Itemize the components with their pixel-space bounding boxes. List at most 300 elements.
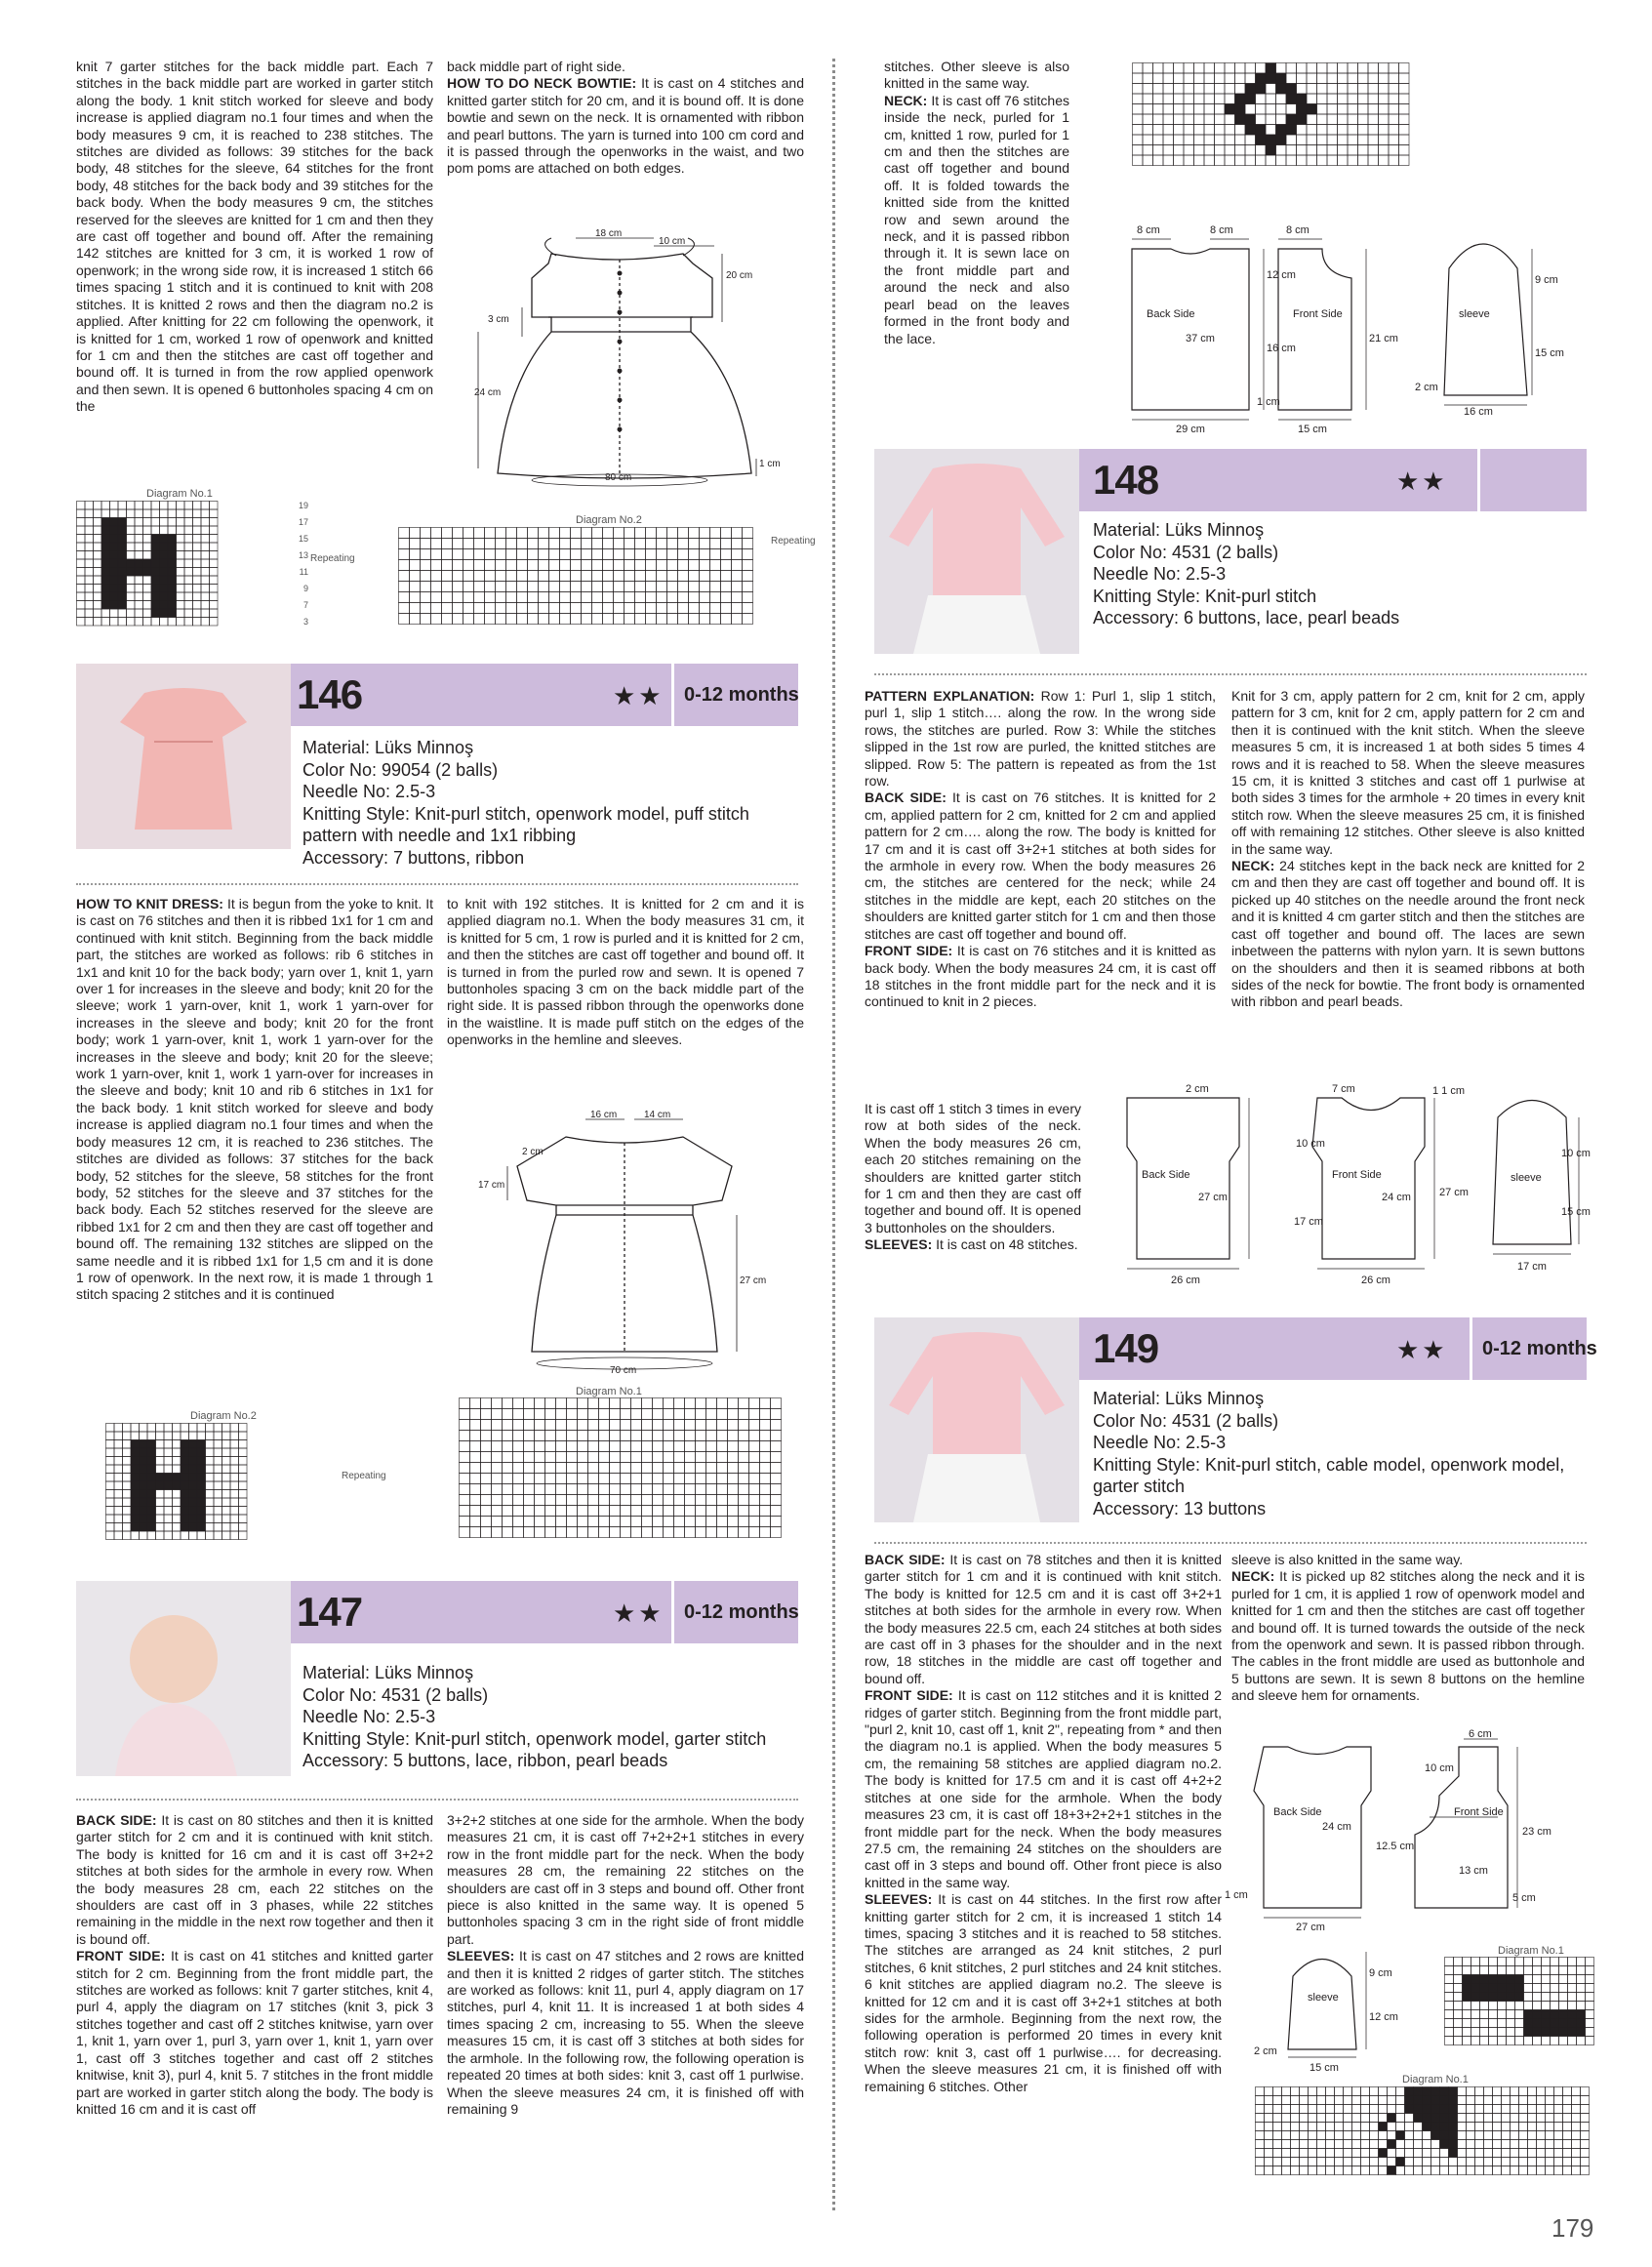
chart-cell bbox=[151, 618, 160, 627]
chart-cell bbox=[524, 1517, 535, 1527]
chart-cell bbox=[1286, 94, 1297, 104]
chart-cell bbox=[1235, 73, 1246, 84]
chart-cell bbox=[85, 601, 94, 610]
chart-cell bbox=[1471, 1975, 1480, 1984]
chart-cell bbox=[201, 509, 210, 518]
chart-cell bbox=[1489, 2037, 1498, 2045]
chart-cell bbox=[485, 614, 496, 625]
s149-27: 27 cm bbox=[1296, 1922, 1325, 1932]
chart-cell bbox=[151, 609, 160, 618]
chart-cell bbox=[1286, 125, 1297, 136]
chart-cell bbox=[1344, 2131, 1352, 2140]
chart-cell bbox=[184, 618, 193, 627]
chart-cell bbox=[1256, 2149, 1265, 2158]
chart-cell bbox=[222, 1440, 231, 1449]
chart-cell bbox=[653, 1409, 664, 1420]
chart-cell bbox=[94, 559, 102, 568]
chart-cell bbox=[193, 502, 202, 510]
diag2-146-title: Diagram No.2 bbox=[190, 1410, 257, 1422]
chart-cell bbox=[539, 528, 549, 539]
chart-cell bbox=[156, 1474, 165, 1482]
chart-cell bbox=[642, 1420, 653, 1431]
chart-cell bbox=[1163, 73, 1174, 84]
chart-cell bbox=[147, 1498, 156, 1507]
chart-cell bbox=[503, 1506, 513, 1517]
materials-148 bbox=[1093, 519, 1399, 629]
s148-11: 1 1 cm bbox=[1432, 1085, 1466, 1097]
chart-cell bbox=[1388, 2158, 1396, 2166]
body-146-col2: to knit with 192 stitches. It is knitted for 2 cm and it is applied diagram no.1. When the body measures 31 cm, it is knitted for 5 cm, 1 row is purled and it is knitted for 2 cm, and then the stitches are cast off together and bound off. It is turned in from the purled row and sewn. It is opened 7 buttonholes spacing 3 cm on the back middle part of the right side. It is passed ribbon through the openworks done in the waistline. It is made puff stitch on the edges of the openworks in the hemline and sleeves. bbox=[447, 896, 804, 1048]
chart-cell bbox=[481, 1474, 492, 1484]
chart-cell bbox=[210, 618, 219, 627]
chart-cell bbox=[206, 1523, 215, 1532]
chart-cell bbox=[1335, 2087, 1344, 2096]
chart-cell bbox=[77, 551, 86, 560]
chart-cell bbox=[674, 1484, 685, 1495]
chart-cell bbox=[470, 1431, 481, 1441]
chart-cell bbox=[1163, 114, 1174, 125]
chart-cell bbox=[143, 601, 152, 610]
chart-cell bbox=[160, 609, 169, 618]
front-heading-147: FRONT SIDE: bbox=[76, 1948, 166, 1964]
chart-cell bbox=[1317, 135, 1328, 145]
chart-cell bbox=[582, 571, 592, 582]
chart-cell bbox=[1524, 2010, 1533, 2019]
chart-cell bbox=[1286, 84, 1297, 95]
chart-cell bbox=[1551, 2037, 1559, 2045]
chart-cell bbox=[106, 1474, 115, 1482]
chart-cell bbox=[614, 528, 625, 539]
chart-cell bbox=[222, 1531, 231, 1540]
chart-cell bbox=[410, 539, 421, 549]
chart-cell bbox=[470, 1409, 481, 1420]
chart-cell bbox=[642, 1463, 653, 1474]
chart-cell bbox=[197, 1515, 206, 1523]
chart-cell bbox=[127, 526, 136, 535]
chart-cell bbox=[739, 1398, 749, 1409]
chart-cell bbox=[1291, 2149, 1300, 2158]
chart-cell bbox=[1440, 2114, 1449, 2123]
chart-cell bbox=[160, 526, 169, 535]
chart-cell bbox=[239, 1523, 248, 1532]
chart-cell bbox=[696, 1441, 706, 1452]
chart-cell bbox=[571, 592, 582, 603]
chart-cell bbox=[189, 1481, 198, 1490]
chart-cell bbox=[571, 560, 582, 571]
chart-cell bbox=[94, 543, 102, 551]
chart-cell bbox=[700, 560, 710, 571]
chart-cell bbox=[1133, 155, 1144, 166]
chart-cell bbox=[164, 1424, 173, 1433]
chart-cell bbox=[728, 1463, 739, 1474]
chart-cell bbox=[1475, 2123, 1484, 2131]
chart-cell bbox=[1493, 2123, 1502, 2131]
chart-cell bbox=[517, 582, 528, 592]
chart-cell bbox=[1396, 2114, 1405, 2123]
chart-cell bbox=[1524, 1993, 1533, 2002]
chart-cell bbox=[1559, 2037, 1568, 2045]
chart-cell bbox=[743, 539, 753, 549]
schema-12: 12 cm bbox=[1267, 269, 1296, 281]
chart-cell bbox=[101, 568, 110, 577]
chart-cell bbox=[1327, 125, 1338, 136]
material-149: Material: Lüks Minnoş bbox=[1093, 1389, 1265, 1408]
chart-cell bbox=[197, 1523, 206, 1532]
pattern-148: Row 1: Purl 1, slip 1 stitch, purl 1, slip 1 stitch…. along the row. In the wrong side rows, the stitches are purled. Row 3: While the stitches slipped in the 1st row are purled, the knitted stitches are slipped. Row 5: The pattern is repeated as from the 1st row. bbox=[865, 688, 1217, 789]
chart-cell bbox=[147, 1490, 156, 1499]
chart-cell bbox=[1493, 2149, 1502, 2158]
chart-cell bbox=[696, 1495, 706, 1506]
chart-cell bbox=[114, 1481, 123, 1490]
chart-cell bbox=[110, 592, 119, 601]
chart-cell bbox=[653, 1398, 664, 1409]
chart-cell bbox=[599, 1474, 610, 1484]
chart-cell bbox=[743, 614, 753, 625]
chart-cell bbox=[496, 560, 506, 571]
chart-cell bbox=[567, 1441, 578, 1452]
chart-cell bbox=[410, 549, 421, 560]
chart-cell bbox=[110, 518, 119, 527]
chart-cell bbox=[214, 1507, 222, 1516]
chart-cell bbox=[771, 1431, 782, 1441]
chart-cell bbox=[127, 559, 136, 568]
chart-cell bbox=[160, 601, 169, 610]
chart-cell bbox=[193, 543, 202, 551]
chart-cell bbox=[481, 1409, 492, 1420]
chart-cell bbox=[610, 1474, 621, 1484]
chart-cell bbox=[1163, 63, 1174, 74]
diag1b-149-title: Diagram No.1 bbox=[1402, 2074, 1469, 2085]
chart-cell bbox=[118, 509, 127, 518]
chart-cell bbox=[173, 1490, 181, 1499]
chart-cell bbox=[1551, 2028, 1559, 2037]
chart-cell bbox=[135, 618, 143, 627]
chart-cell bbox=[1215, 84, 1226, 95]
chart-cell bbox=[603, 614, 614, 625]
chart-cell bbox=[1245, 135, 1256, 145]
chart-cell bbox=[771, 1506, 782, 1517]
chart-cell bbox=[173, 1474, 181, 1482]
chart-cell bbox=[470, 1420, 481, 1431]
chart-cell bbox=[667, 539, 678, 549]
chart-cell bbox=[470, 1452, 481, 1463]
chart-cell bbox=[177, 559, 185, 568]
chart-cell bbox=[1471, 1958, 1480, 1966]
chart-cell bbox=[721, 603, 732, 614]
pattern-number-149: 149 bbox=[1093, 1325, 1159, 1371]
chart-cell bbox=[1291, 2131, 1300, 2140]
chart-cell bbox=[549, 592, 560, 603]
chart-cell bbox=[1388, 2087, 1396, 2096]
chart-cell bbox=[118, 559, 127, 568]
chart-cell bbox=[184, 585, 193, 593]
chart-cell bbox=[1475, 2158, 1484, 2166]
chart-cell bbox=[94, 551, 102, 560]
chart-cell bbox=[1458, 2140, 1467, 2149]
chart-cell bbox=[230, 1498, 239, 1507]
chart-cell bbox=[127, 618, 136, 627]
chart-cell bbox=[582, 592, 592, 603]
chart-cell bbox=[110, 543, 119, 551]
chart-cell bbox=[1273, 2131, 1282, 2140]
chart-cell bbox=[481, 1463, 492, 1474]
chart-cell bbox=[1307, 94, 1317, 104]
chart-cell bbox=[127, 601, 136, 610]
chart-cell bbox=[1317, 63, 1328, 74]
chart-cell bbox=[1326, 2166, 1335, 2175]
chart-cell bbox=[1225, 135, 1235, 145]
chart-cell bbox=[1511, 2158, 1519, 2166]
chart-cell bbox=[410, 582, 421, 592]
chart-cell bbox=[85, 559, 94, 568]
chart-cell bbox=[1480, 2019, 1489, 2028]
chart-cell bbox=[210, 509, 219, 518]
chart-cell bbox=[646, 603, 657, 614]
chart-cell bbox=[1184, 145, 1194, 156]
chart-cell bbox=[123, 1424, 132, 1433]
chart-cell bbox=[578, 1409, 588, 1420]
chart-cell bbox=[556, 1452, 567, 1463]
chart-cell bbox=[110, 576, 119, 585]
chart-cell bbox=[210, 502, 219, 510]
style-146-b: pattern with needle and 1x1 ribbing bbox=[302, 826, 577, 845]
age-149: 0-12 months bbox=[1470, 1317, 1599, 1380]
chart-cell bbox=[771, 1409, 782, 1420]
chart-cell bbox=[721, 582, 732, 592]
chart-cell bbox=[599, 1398, 610, 1409]
chart-cell bbox=[1265, 2149, 1273, 2158]
chart-cell bbox=[1528, 2140, 1537, 2149]
chart-cell bbox=[592, 571, 603, 582]
chart-cell bbox=[1368, 104, 1379, 115]
chart-cell bbox=[535, 1506, 545, 1517]
chart-cell bbox=[1581, 2131, 1590, 2140]
chart-cell bbox=[189, 1457, 198, 1466]
needle-148: Needle No: 2.5-3 bbox=[1093, 564, 1227, 584]
chart-cell bbox=[674, 1495, 685, 1506]
chart-cell bbox=[201, 618, 210, 627]
s148-sleeve: sleeve bbox=[1511, 1172, 1542, 1184]
chart-cell bbox=[101, 518, 110, 527]
chart-cell bbox=[164, 1515, 173, 1523]
chart-cell bbox=[168, 559, 177, 568]
chart-cell bbox=[1484, 2105, 1493, 2114]
chart-cell bbox=[578, 1484, 588, 1495]
chart-cell bbox=[151, 601, 160, 610]
chart-cell bbox=[706, 1527, 717, 1538]
chart-cell bbox=[1528, 2149, 1537, 2158]
chart-cell bbox=[667, 603, 678, 614]
needle-149: Needle No: 2.5-3 bbox=[1093, 1433, 1227, 1452]
chart-cell bbox=[1528, 2114, 1537, 2123]
chart-cell bbox=[1484, 2123, 1493, 2131]
chart-cell bbox=[214, 1531, 222, 1540]
chart-cell bbox=[1256, 2123, 1265, 2131]
chart-cell bbox=[1291, 2140, 1300, 2149]
chart-cell bbox=[1389, 84, 1399, 95]
chart-cell bbox=[421, 528, 431, 539]
chart-cell bbox=[1317, 125, 1328, 136]
chart-cell bbox=[664, 1398, 674, 1409]
chart-cell bbox=[177, 609, 185, 618]
schema-37: 37 cm bbox=[1186, 333, 1215, 344]
chart-cell bbox=[578, 1463, 588, 1474]
chart-cell bbox=[77, 518, 86, 527]
chart-cell bbox=[710, 614, 721, 625]
chart-cell bbox=[140, 1424, 148, 1433]
schema-front-label: Front Side bbox=[1293, 308, 1343, 320]
chart-cell bbox=[689, 549, 700, 560]
chart-cell bbox=[460, 1398, 470, 1409]
chart-cell bbox=[85, 543, 94, 551]
chart-cell bbox=[189, 1490, 198, 1499]
chart-cell bbox=[1586, 1993, 1594, 2002]
s148-front: Front Side bbox=[1332, 1169, 1382, 1181]
chart-cell bbox=[1327, 94, 1338, 104]
chart-cell bbox=[1194, 94, 1205, 104]
chart-cell bbox=[1265, 2158, 1273, 2166]
material-148: Material: Lüks Minnoş bbox=[1093, 520, 1265, 540]
chart-cell bbox=[151, 535, 160, 544]
chart-cell bbox=[549, 603, 560, 614]
chart-cell bbox=[496, 592, 506, 603]
chart-cell bbox=[506, 539, 517, 549]
chart-cell bbox=[635, 582, 646, 592]
chart-cell bbox=[1440, 2105, 1449, 2114]
chart-cell bbox=[1471, 1993, 1480, 2002]
chart-cell bbox=[1370, 2105, 1379, 2114]
chart-cell bbox=[571, 528, 582, 539]
chart-cell bbox=[1273, 2123, 1282, 2131]
chart-cell bbox=[710, 582, 721, 592]
chart-cell bbox=[528, 571, 539, 582]
chart-cell bbox=[524, 1463, 535, 1474]
chart-cell bbox=[1266, 63, 1276, 74]
chart-cell bbox=[1414, 2140, 1423, 2149]
chart-cell bbox=[210, 551, 219, 560]
chart-cell bbox=[1519, 2140, 1528, 2149]
chart-cell bbox=[222, 1507, 231, 1516]
text-146-col1 bbox=[76, 896, 433, 1304]
chart-cell bbox=[110, 559, 119, 568]
chart-cell bbox=[689, 528, 700, 539]
chart-cell bbox=[177, 509, 185, 518]
chart-cell bbox=[503, 1431, 513, 1441]
chart-cell bbox=[410, 614, 421, 625]
chart-cell bbox=[1368, 73, 1379, 84]
chart-cell bbox=[1396, 2105, 1405, 2114]
s148-7: 7 cm bbox=[1332, 1083, 1355, 1095]
chart-cell bbox=[106, 1523, 115, 1532]
chart-cell bbox=[1563, 2087, 1572, 2096]
chart-cell bbox=[1368, 94, 1379, 104]
chart-cell bbox=[1174, 63, 1185, 74]
chart-cell bbox=[545, 1452, 556, 1463]
chart-cell bbox=[1297, 73, 1308, 84]
chart-cell bbox=[1297, 135, 1308, 145]
chart-cell bbox=[442, 549, 453, 560]
chart-cell bbox=[1414, 2087, 1423, 2096]
chart-cell bbox=[1370, 2087, 1379, 2096]
chart-cell bbox=[599, 1420, 610, 1431]
chart-cell bbox=[631, 1495, 642, 1506]
chart-cell bbox=[1174, 73, 1185, 84]
chart-cell bbox=[567, 1527, 578, 1538]
chart-cell bbox=[140, 1457, 148, 1466]
chart-cell bbox=[1454, 1958, 1463, 1966]
chart-cell bbox=[535, 1463, 545, 1474]
chart-cell bbox=[431, 614, 442, 625]
chart-cell bbox=[706, 1431, 717, 1441]
chart-cell bbox=[646, 560, 657, 571]
chart-cell bbox=[749, 1452, 760, 1463]
chart-cell bbox=[657, 582, 667, 592]
chart-cell bbox=[1489, 1984, 1498, 1993]
chart-cell bbox=[667, 614, 678, 625]
chart-cell bbox=[1551, 1975, 1559, 1984]
chart-cell bbox=[214, 1515, 222, 1523]
chart-cell bbox=[642, 1484, 653, 1495]
chart-cell bbox=[1335, 2096, 1344, 2105]
chart-cell bbox=[214, 1481, 222, 1490]
chart-cell bbox=[1256, 104, 1267, 115]
chart-cell bbox=[1282, 2149, 1291, 2158]
front-148: It is cast on 76 stitches and it is knitted as back body. When the body measures 24 cm, it is cast off 18 stitches in the front middle part for the neck and it is continued to knit in 2 pieces. bbox=[865, 943, 1216, 1010]
chart-cell bbox=[664, 1441, 674, 1452]
chart-cell bbox=[685, 1474, 696, 1484]
chart-cell bbox=[197, 1481, 206, 1490]
chart-cell bbox=[1265, 2087, 1273, 2096]
chart-cell bbox=[664, 1484, 674, 1495]
chart-cell bbox=[517, 603, 528, 614]
chart-cell bbox=[1467, 2166, 1475, 2175]
chart-cell bbox=[1389, 73, 1399, 84]
chart-cell bbox=[743, 528, 753, 539]
chart-cell bbox=[621, 1527, 631, 1538]
chart-cell bbox=[1276, 94, 1287, 104]
chart-cell bbox=[1352, 2096, 1361, 2105]
chart-cell bbox=[127, 518, 136, 527]
diag2-146-repeating: Repeating bbox=[342, 1471, 386, 1481]
chart-cell bbox=[460, 1495, 470, 1506]
chart-cell bbox=[1317, 2096, 1326, 2105]
chart-cell bbox=[1338, 155, 1349, 166]
chart-cell bbox=[1309, 2123, 1317, 2131]
sleeves-148: It is cast on 48 stitches. bbox=[936, 1236, 1078, 1253]
chart-cell bbox=[1335, 2149, 1344, 2158]
chart-cell bbox=[168, 576, 177, 585]
chart-cell bbox=[463, 614, 474, 625]
chart-cell bbox=[239, 1490, 248, 1499]
chart-cell bbox=[1300, 2087, 1309, 2096]
schema-29: 29 cm bbox=[1176, 424, 1205, 435]
chart-cell bbox=[135, 526, 143, 535]
chart-cell bbox=[1327, 63, 1338, 74]
chart-cell bbox=[539, 592, 549, 603]
chart-cell bbox=[1327, 104, 1338, 115]
chart-cell bbox=[1542, 1975, 1551, 1984]
chart-cell bbox=[1542, 2002, 1551, 2010]
chart-cell bbox=[399, 539, 410, 549]
chart-cell bbox=[506, 528, 517, 539]
chart-cell bbox=[181, 1424, 189, 1433]
chart-cell bbox=[1563, 2149, 1572, 2158]
chart-cell bbox=[524, 1420, 535, 1431]
chart-cell bbox=[1317, 2158, 1326, 2166]
chart-cell bbox=[664, 1463, 674, 1474]
chart-cell bbox=[1507, 1984, 1515, 1993]
chart-cell bbox=[588, 1420, 599, 1431]
